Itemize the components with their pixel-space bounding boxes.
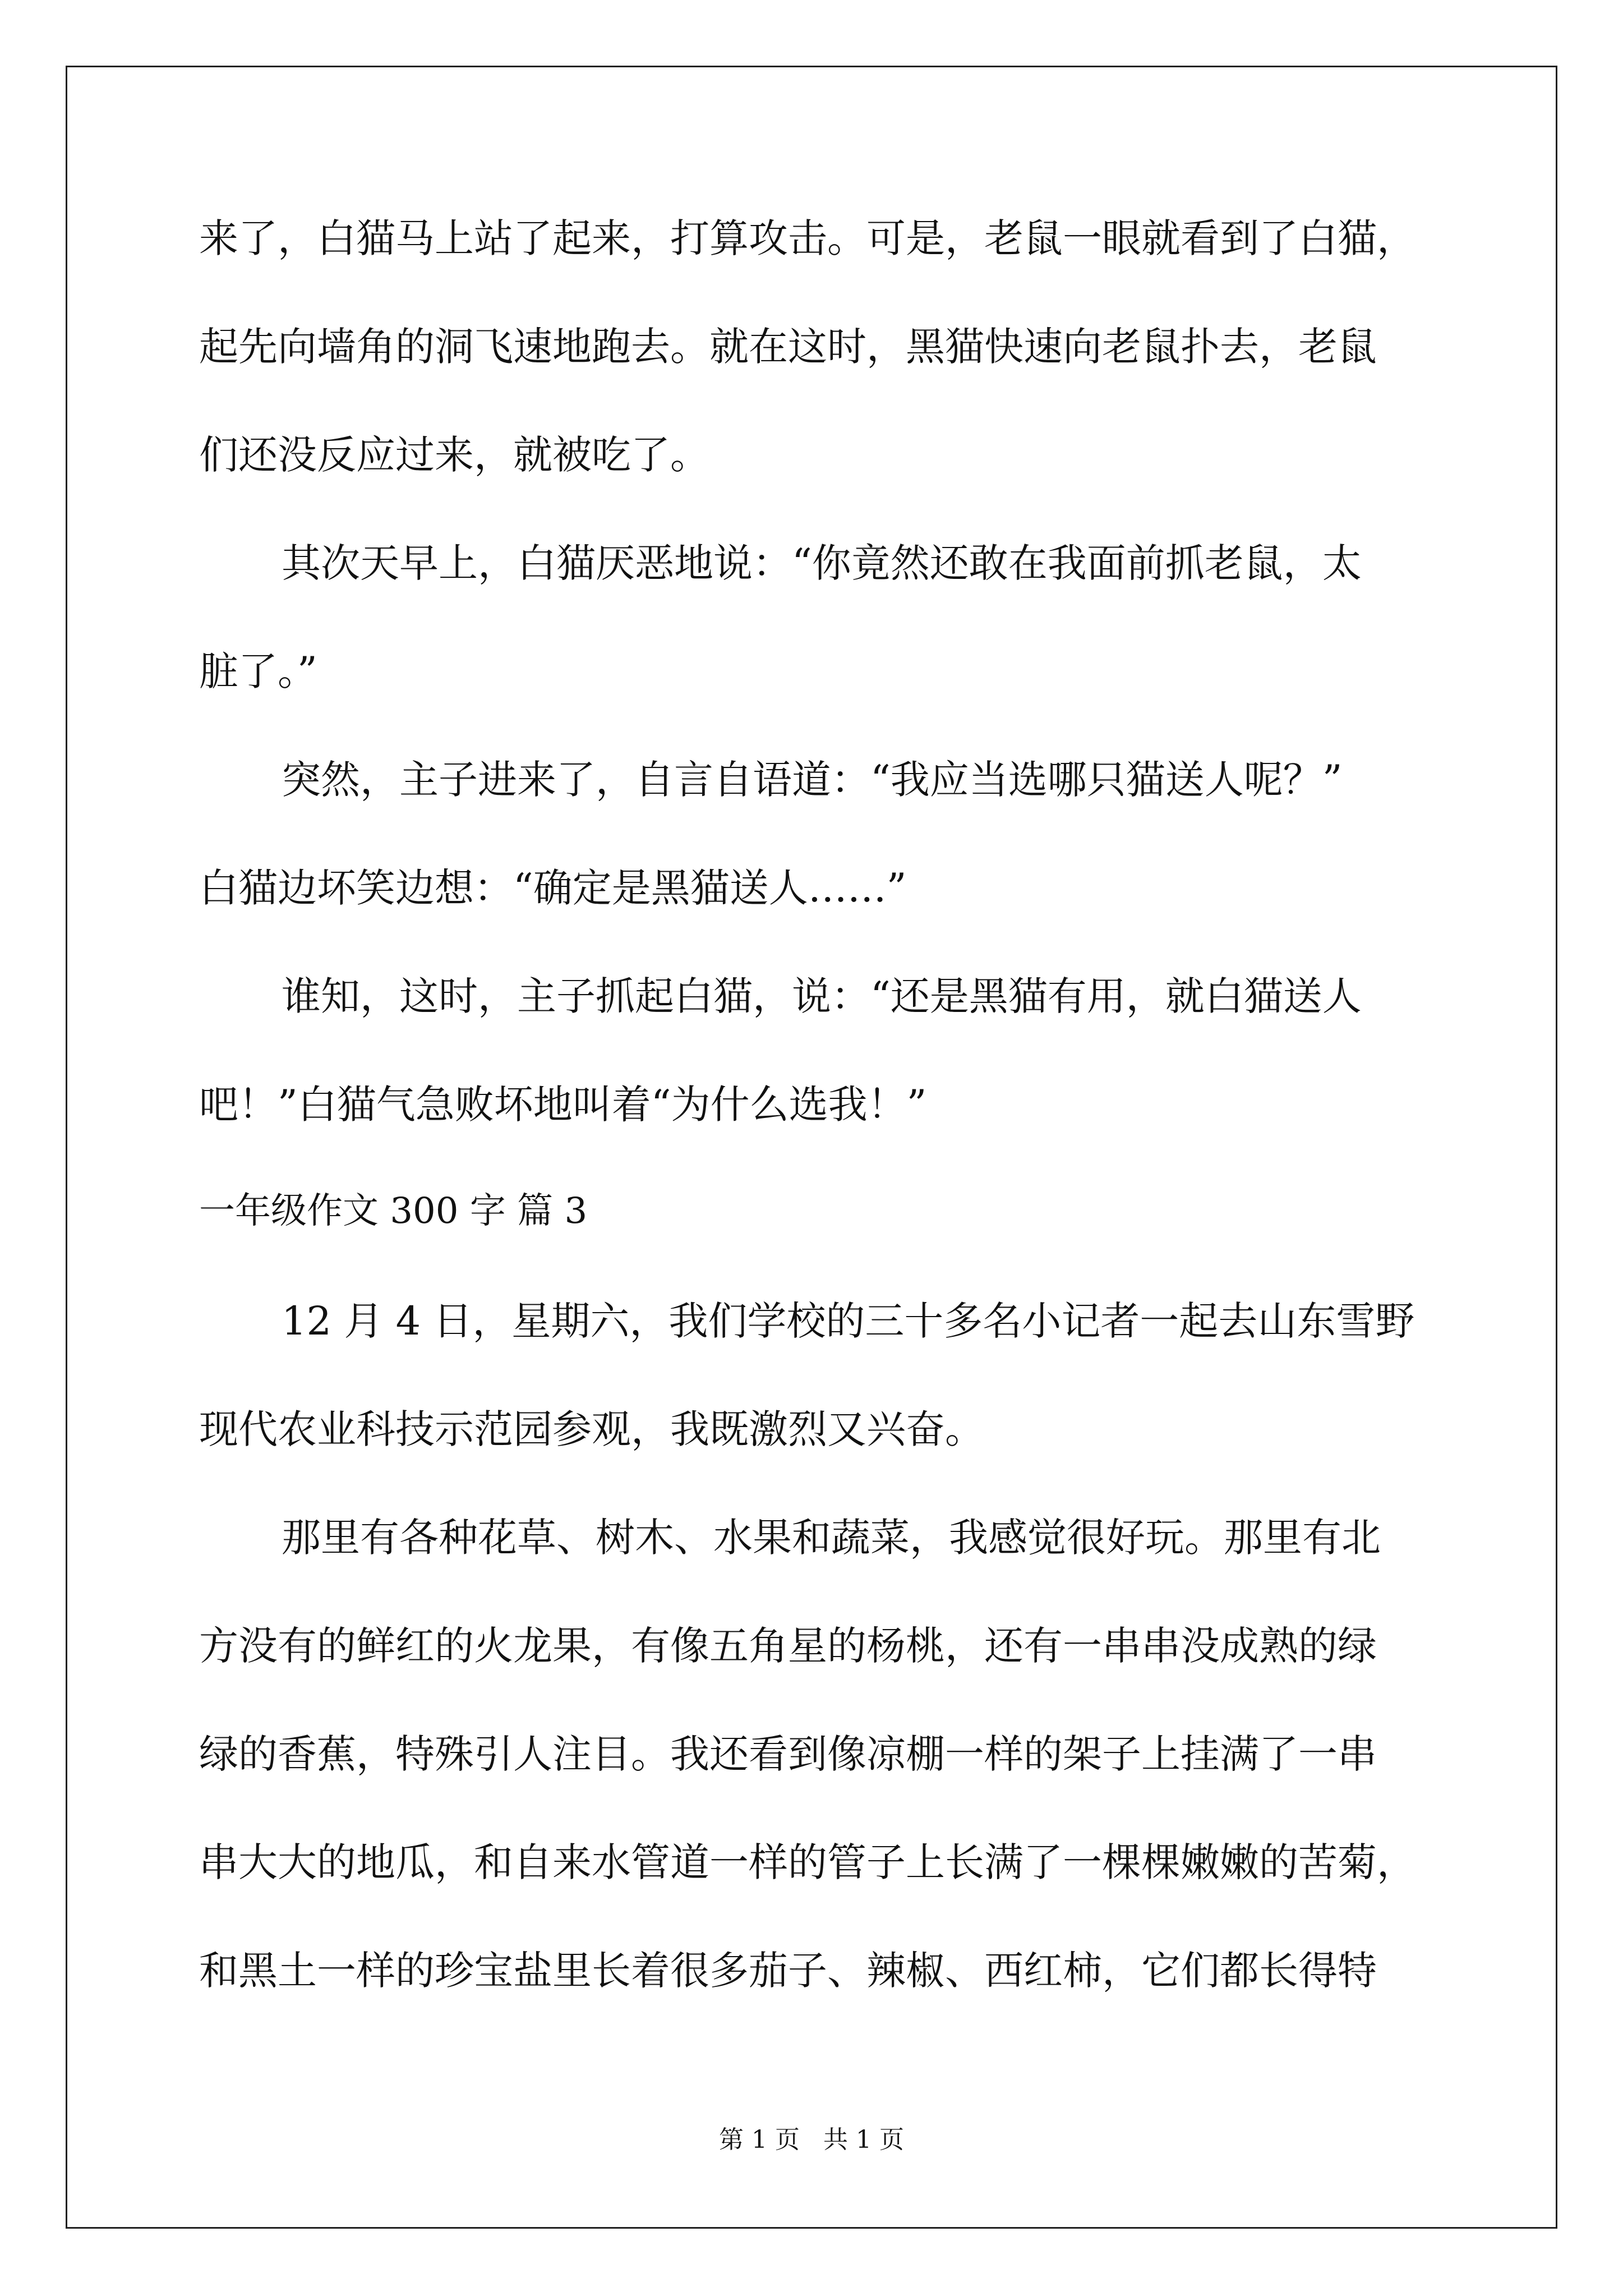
paragraph-start: 突然，主子进来了，自言自语道：“我应当选哪只猫送人呢？” bbox=[282, 757, 1343, 803]
paragraph-start: 其次天早上，白猫厌恶地说：“你竟然还敢在我面前抓老鼠，太 bbox=[282, 540, 1362, 586]
text-line: 吧！”白猫气急败坏地叫着“为什么选我！” bbox=[199, 1082, 927, 1128]
text-line: 脏了。” bbox=[199, 648, 317, 694]
section-heading: 一年级作文 300 字 篇 3 bbox=[199, 1190, 588, 1232]
text-line: 们还没反应过来，就被吃了。 bbox=[199, 432, 709, 478]
text-line: 方没有的鲜红的火龙果，有像五角星的杨桃，还有一串串没成熟的绿 bbox=[199, 1623, 1377, 1669]
page-border bbox=[66, 66, 1557, 2229]
text-line: 现代农业科技示范园参观，我既激烈又兴奋。 bbox=[199, 1406, 984, 1452]
text-line: 来了，白猫马上站了起来，打算攻击。可是，老鼠一眼就看到了白猫， bbox=[199, 215, 1416, 261]
text-line: 起先向墙角的洞飞速地跑去。就在这时，黑猫快速向老鼠扑去，老鼠 bbox=[199, 324, 1377, 370]
paragraph-start: 谁知，这时，主子抓起白猫，说：“还是黑猫有用，就白猫送人 bbox=[282, 973, 1362, 1019]
text-line: 串大大的地瓜，和自来水管道一样的管子上长满了一棵棵嫩嫩的苦菊， bbox=[199, 1839, 1416, 1885]
paragraph-start: 那里有各种花草、树木、水果和蔬菜，我感觉很好玩。那里有北 bbox=[282, 1515, 1381, 1561]
paragraph-start: 12 月 4 日，星期六，我们学校的三十多名小记者一起去山东雪野 bbox=[282, 1298, 1415, 1344]
text-line: 和黑土一样的珍宝盐里长着很多茄子、辣椒、西红柿，它们都长得特 bbox=[199, 1948, 1377, 1994]
text-line: 白猫边坏笑边想：“确定是黑猫送人……” bbox=[199, 865, 907, 911]
page-footer: 第 1 页 共 1 页 bbox=[719, 2125, 904, 2154]
text-line: 绿的香蕉，特殊引人注目。我还看到像凉棚一样的架子上挂满了一串 bbox=[199, 1731, 1377, 1777]
